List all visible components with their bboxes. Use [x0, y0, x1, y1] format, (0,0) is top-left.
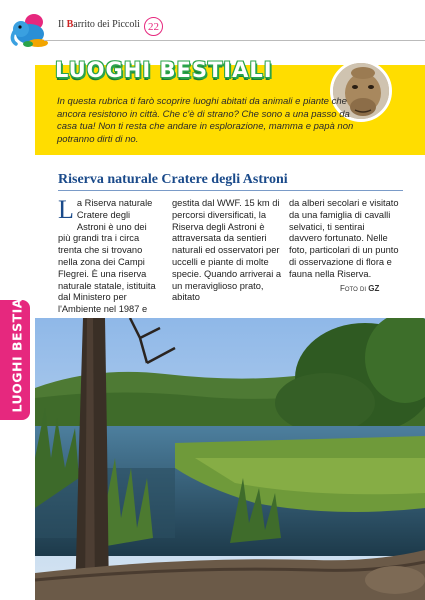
page-number: 22 [144, 17, 163, 36]
elephant-mascot-icon [8, 10, 50, 50]
rubric-title: LUOGHI BESTIALI [55, 58, 273, 82]
photo-credit: Foto di GZ [340, 284, 380, 293]
article-column-1: La Riserva naturale Cratere degli Astroni è uno dei più grandi tra i circa trenta che si trovano nella zona dei Campi Flegrei. È una riserva naturale statale, istituita dal Ministero per l'Ambiente nel 1987 e [58, 195, 156, 315]
magazine-title: Il Barrito dei Piccoli [58, 19, 140, 30]
title-divider [58, 190, 403, 191]
rubric-intro-text: In questa rubrica ti farò scoprire luoghi abitati da animali e piante che ancora resistono in città. Che c'è di strano? Che sono a una passo da casa tua! Non ti resta che andare in esplorazione, mamma e papà non potranno dirti di no. [57, 96, 354, 145]
article-column-3: da alberi secolari e visitato da una famiglia di cavalli selvatici, ti sentirai davvero fortunato. Nelle foto, particolari di un punto di osservazione di flora e fauna nella Riserva. [289, 198, 399, 279]
drop-cap: L [58, 195, 74, 224]
article-title: Riserva naturale Cratere degli Astroni [58, 172, 288, 187]
side-tab-label: LUOGHI BESTIALI [9, 284, 25, 413]
header-divider [44, 40, 425, 41]
article-column-2: gestita dal WWF. 15 km di percorsi diversificati, la Riserva degli Astroni è attraversata da sentieri naturali ed osservatori per uccelli e piante di molte specie. Quando arriverai a un meraviglioso prato, abitato [172, 198, 282, 303]
nature-reserve-photo [35, 318, 425, 600]
